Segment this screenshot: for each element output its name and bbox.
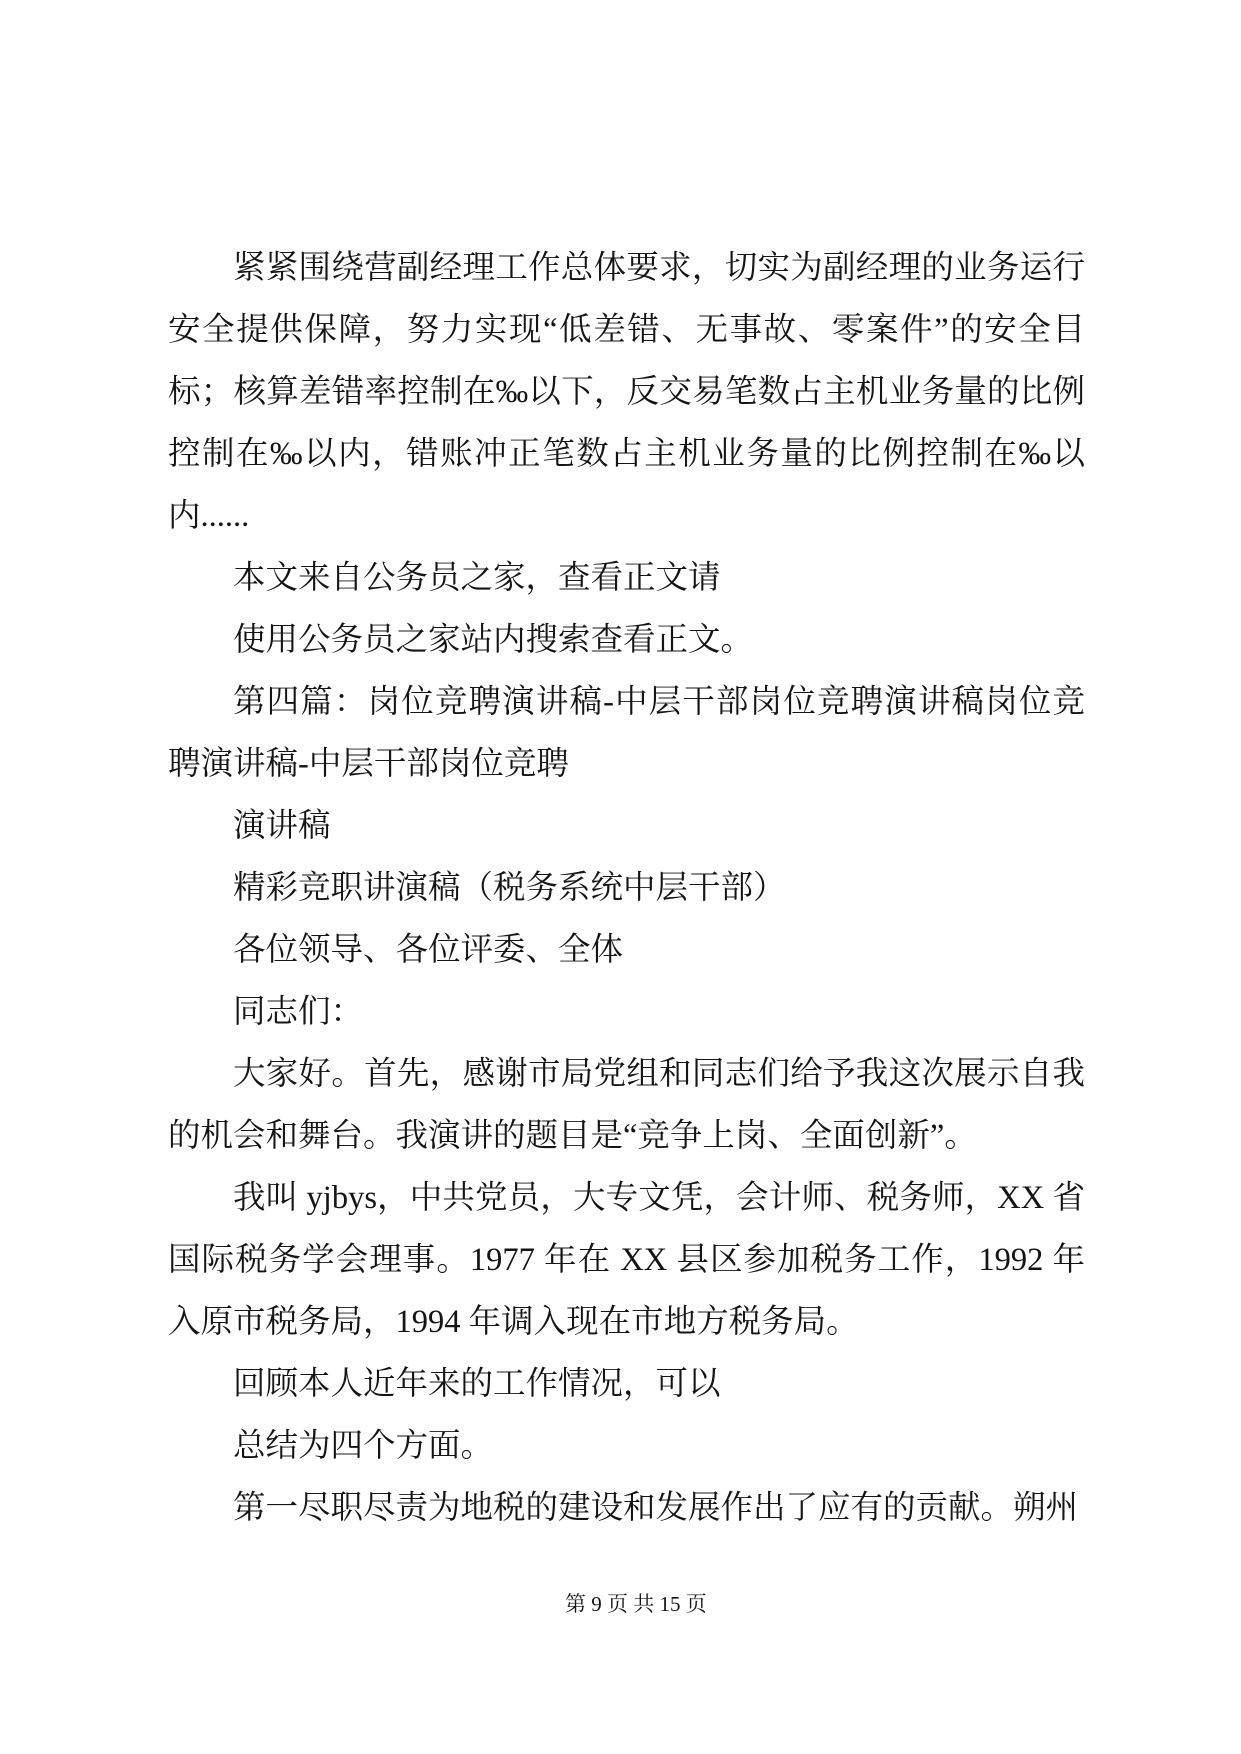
text-line: 安全提供保障，努力实现“低差错、无事故、零案件”的安全目 (168, 312, 1085, 348)
text-line: 同志们： (233, 994, 364, 1030)
salutation-paragraph (168, 981, 1085, 1043)
paragraph (168, 609, 1085, 671)
paragraph (168, 1167, 1085, 1353)
paragraph (168, 547, 1085, 609)
paragraph (168, 857, 1085, 919)
paragraph (168, 1043, 1085, 1167)
paragraph (168, 1415, 1085, 1477)
text-line: 精彩竞职讲演稿（税务系统中层干部） (233, 870, 786, 906)
text-line: 国际税务学会理事。1977 年在 XX 县区参加税务工作，1992 年 (168, 1242, 1085, 1278)
salutation-paragraph (168, 919, 1085, 981)
text-line: 控制在‰以内，错账冲正笔数占主机业务量的比例控制在‰以 (168, 436, 1085, 472)
text-line: 入原市税务局，1994 年调入现在市地方税务局。 (168, 1304, 859, 1340)
text-line: 第四篇：岗位竞聘演讲稿-中层干部岗位竞聘演讲稿岗位竞 (233, 684, 1085, 720)
text-line: 演讲稿 (233, 808, 331, 844)
text-line: 聘演讲稿-中层干部岗位竞聘 (168, 746, 569, 782)
text-line: 内...... (168, 498, 250, 534)
text-line: 总结为四个方面。 (233, 1428, 494, 1464)
text-line: 回顾本人近年来的工作情况，可以 (233, 1366, 721, 1402)
document-body (168, 237, 1085, 1539)
paragraph (168, 1477, 1085, 1539)
paragraph (168, 237, 1085, 547)
text-line: 我叫 yjbys，中共党员，大专文凭，会计师、税务师，XX 省 (233, 1180, 1085, 1216)
text-line: 紧紧围绕营副经理工作总体要求，切实为副经理的业务运行 (233, 250, 1085, 286)
text-line: 的机会和舞台。我演讲的题目是“竞争上岗、全面创新”。 (168, 1118, 977, 1154)
section-heading-paragraph (168, 671, 1085, 795)
paragraph (168, 1353, 1085, 1415)
text-line: 各位领导、各位评委、全体 (233, 932, 624, 968)
text-line: 第一尽职尽责为地税的建设和发展作出了应有的贡献。朔州 (233, 1490, 1079, 1526)
text-line: 使用公务员之家站内搜索查看正文。 (233, 622, 754, 658)
page-number-footer: 第 9 页 共 15 页 (565, 1592, 707, 1616)
paragraph (168, 795, 1085, 857)
text-line: 标；核算差错率控制在‰以下，反交易笔数占主机业务量的比例 (168, 374, 1085, 410)
text-line: 本文来自公务员之家，查看正文请 (233, 560, 721, 596)
text-line: 大家好。首先，感谢市局党组和同志们给予我这次展示自我 (233, 1056, 1085, 1092)
